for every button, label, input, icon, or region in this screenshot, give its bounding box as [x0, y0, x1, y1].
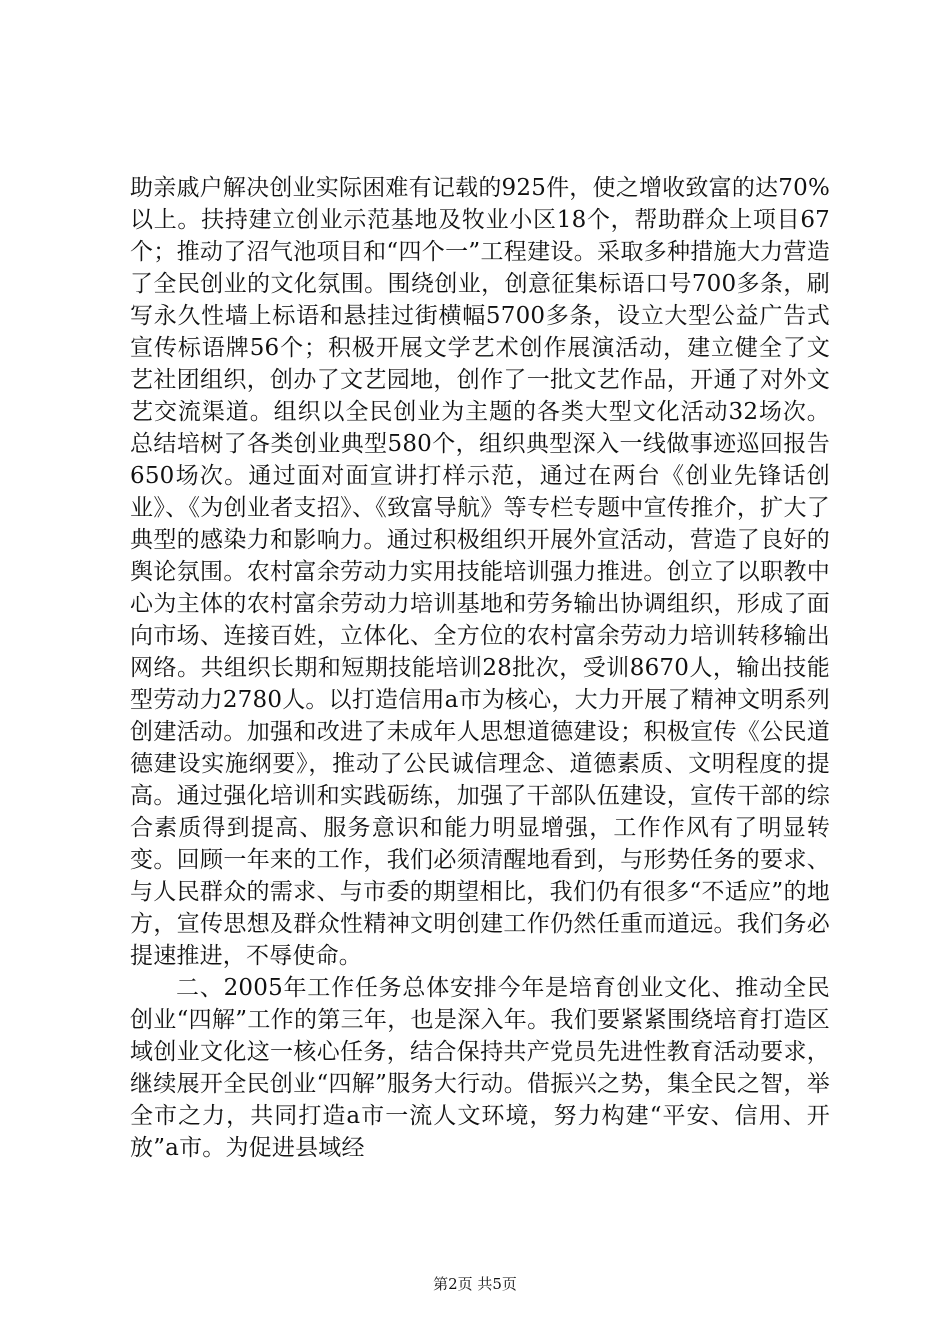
- paragraph-1: 助亲戚户解决创业实际困难有记载的925件，使之增收致富的达70%以上。扶持建立创业示范基地及牧业小区18个，帮助群众上项目67个；推动了沼气池项目和“四个一”工程建设。采取多种措施大力营造了全民创业的文化氛围。围绕创业，创意征集标语口号700多条，刷写永久性墙上标语和悬挂过街横幅5700多条，设立大型公益广告式宣传标语牌56个；积极开展文学艺术创作展演活动，建立健全了文艺社团组织，创办了文艺园地，创作了一批文艺作品，开通了对外文艺交流渠道。组织以全民创业为主题的各类大型文化活动32场次。总结培树了各类创业典型580个，组织典型深入一线做事迹巡回报告650场次。通过面对面宣讲打样示范，通过在两台《创业先锋话创业》、《为创业者支招》、《致富导航》等专栏专题中宣传推介，扩大了典型的感染力和影响力。通过积极组织开展外宣活动，营造了良好的舆论氛围。农村富余劳动力实用技能培训强力推进。创立了以职教中心为主体的农村富余劳动力培训基地和劳务输出协调组织，形成了面向市场、连接百姓，立体化、全方位的农村富余劳动力培训转移输出网络。共组织长期和短期技能培训28批次，受训8670人，输出技能型劳动力2780人。以打造信用a市为核心，大力开展了精神文明系列创建活动。加强和改进了未成年人思想道德建设；积极宣传《公民道德建设实施纲要》，推动了公民诚信理念、道德素质、文明程度的提高。通过强化培训和实践砺练，加强了干部队伍建设，宣传干部的综合素质得到提高、服务意识和能力明显增强，工作作风有了明显转变。回顾一年来的工作，我们必须清醒地看到，与形势任务的要求、与人民群众的需求、与市委的期望相比，我们仍有很多“不适应”的地方，宣传思想及群众性精神文明创建工作仍然任重而道远。我们务必提速推进，不辱使命。: [130, 175, 830, 969]
- page-number-footer: 第2页 共5页: [433, 1275, 517, 1293]
- document-body: [130, 172, 830, 1164]
- paragraph-2: 二、2005年工作任务总体安排今年是培育创业文化、推动全民创业“四解”工作的第三年，也是深入年。我们要紧紧围绕培育打造区域创业文化这一核心任务，结合保持共产党员先进性教育活动要求，继续展开全民创业“四解”服务大行动。借振兴之势，集全民之智，举全市之力，共同打造a市一流人文环境，努力构建“平安、信用、开放”a市。为促进县域经: [130, 975, 830, 1161]
